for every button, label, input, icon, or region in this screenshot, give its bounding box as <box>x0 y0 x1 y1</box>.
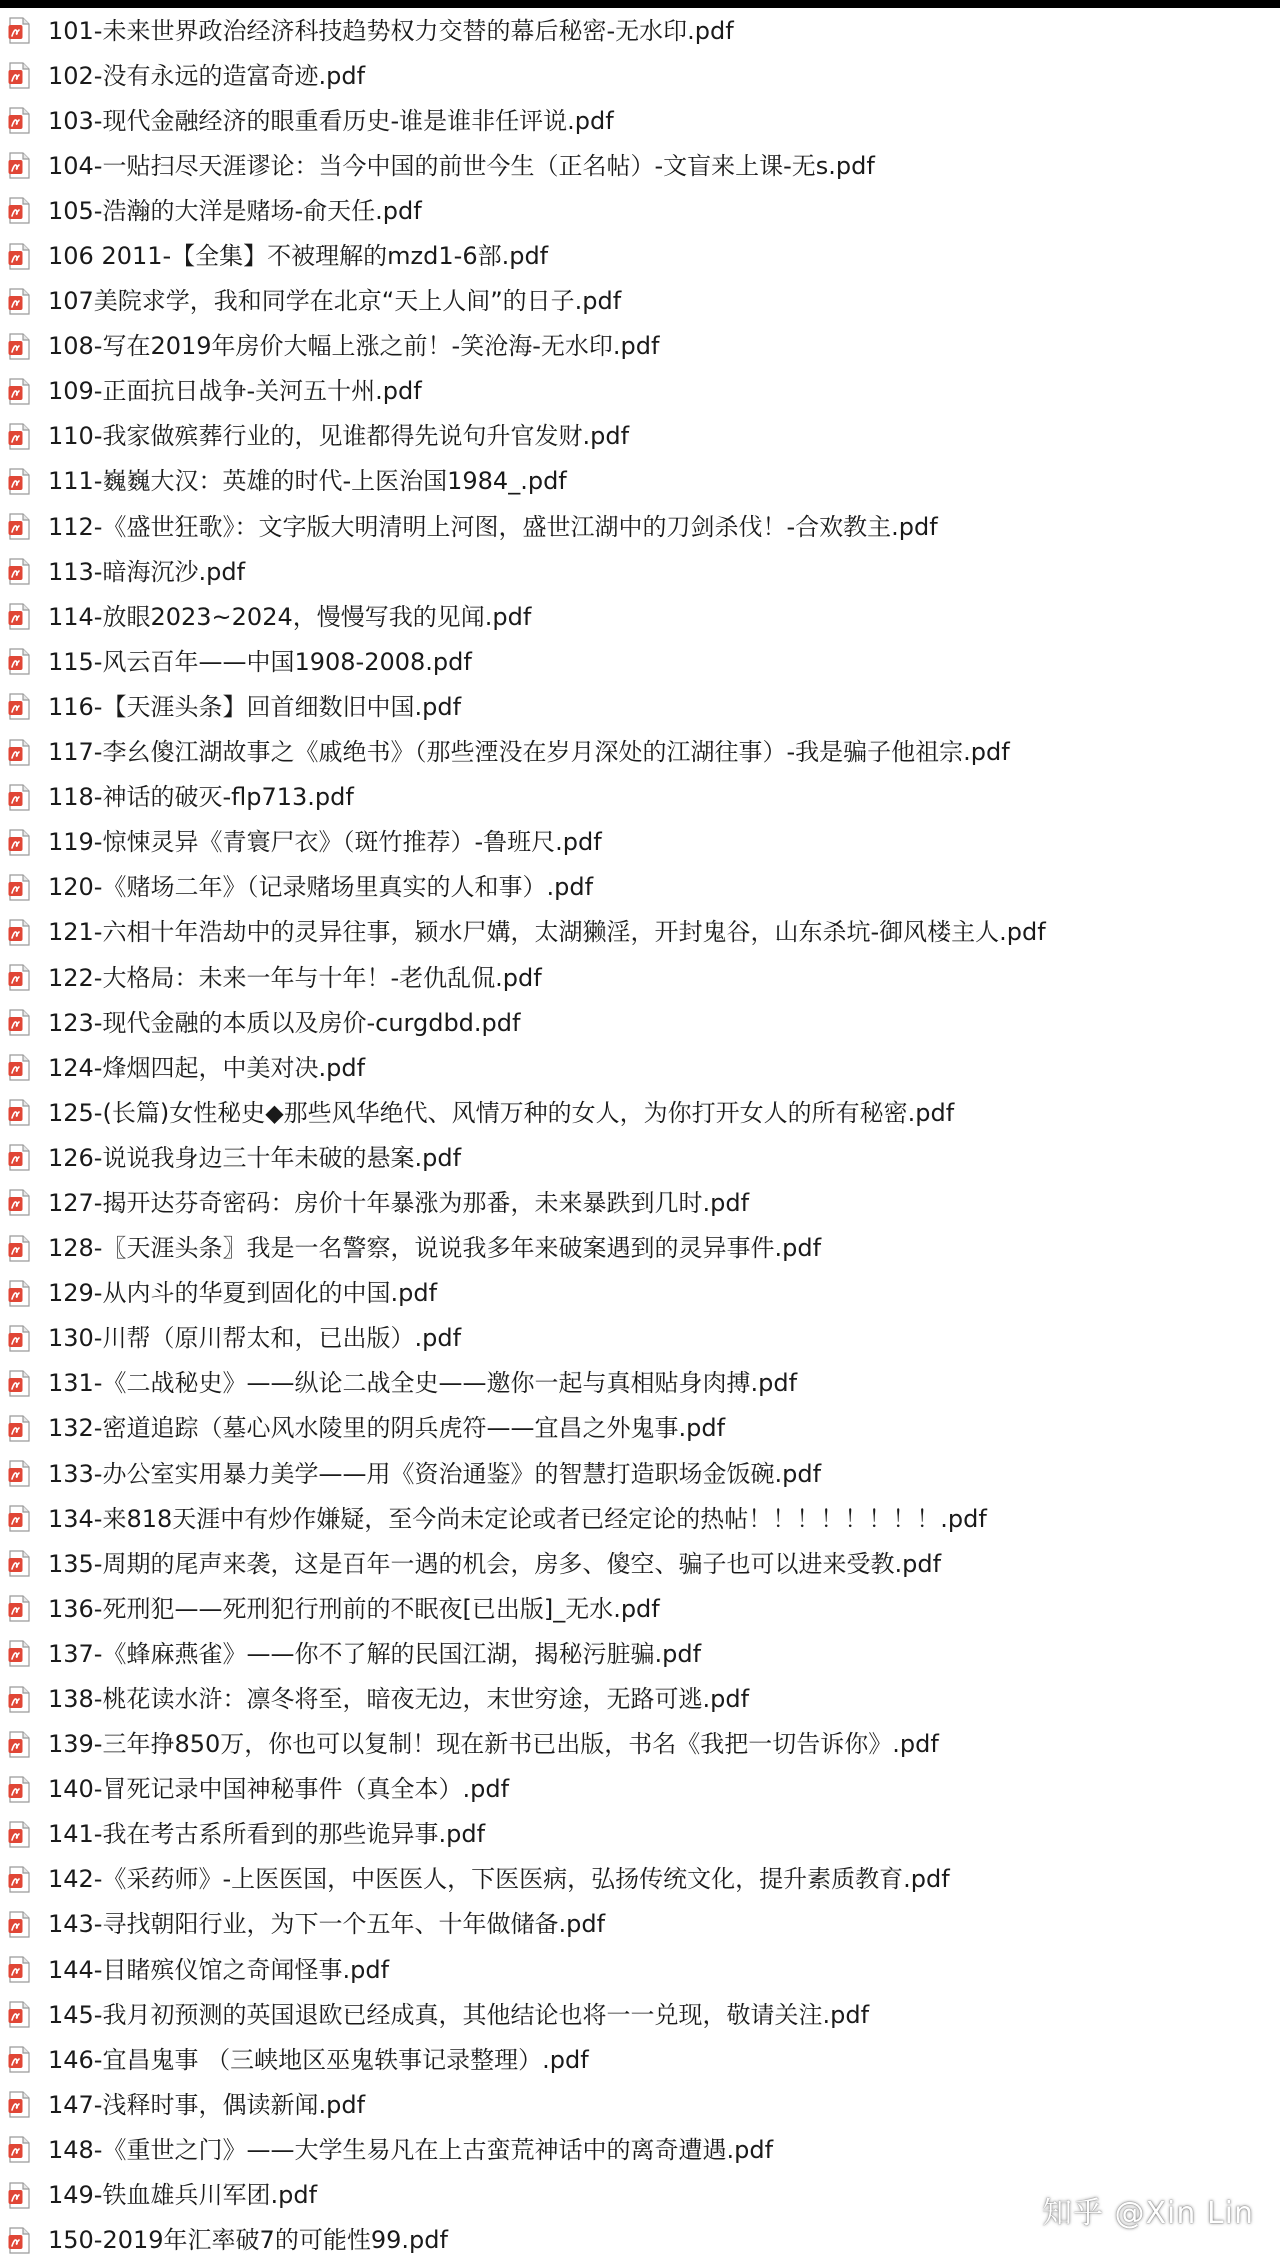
pdf-file-icon <box>8 333 30 360</box>
pdf-file-icon <box>8 693 30 720</box>
pdf-file-icon <box>8 1009 30 1036</box>
file-name: 114-放眼2023~2024，慢慢写我的见闻.pdf <box>48 602 532 631</box>
file-item[interactable] <box>0 1812 1280 1857</box>
pdf-file-icon <box>8 152 30 179</box>
file-name: 134-来818天涯中有炒作嫌疑，至今尚未定论或者已经定论的热帖！！！！！！！！.pdf <box>48 1504 987 1533</box>
file-item[interactable] <box>0 955 1280 1000</box>
file-item[interactable] <box>0 639 1280 684</box>
file-name: 129-从内斗的华夏到固化的中国.pdf <box>48 1279 438 1308</box>
pdf-file-icon <box>8 2182 30 2209</box>
pdf-file-icon <box>8 1731 30 1758</box>
file-item[interactable] <box>0 1000 1280 1045</box>
file-item[interactable] <box>0 775 1280 820</box>
watermark: 知乎 @Xin Lin <box>1041 2196 1254 2231</box>
file-name: 132-密道追踪（墓心风水陵里的阴兵虎符——宜昌之外鬼事.pdf <box>48 1414 726 1443</box>
pdf-file-icon <box>8 2046 30 2073</box>
pdf-file-icon <box>8 1956 30 1983</box>
file-name: 117-李幺傻江湖故事之《戚绝书》（那些湮没在岁月深处的江湖往事）-我是骗子他祖宗.pdf <box>48 738 1010 767</box>
file-name: 137-《蜂麻燕雀》——你不了解的民国江湖，揭秘污脏骗.pdf <box>48 1639 702 1668</box>
file-item[interactable] <box>0 549 1280 594</box>
file-item[interactable] <box>0 504 1280 549</box>
file-name: 147-浅释时事，偶读新闻.pdf <box>48 2090 366 2119</box>
file-name: 127-揭开达芬奇密码：房价十年暴涨为那番，未来暴跌到几时.pdf <box>48 1188 750 1217</box>
pdf-file-icon <box>8 288 30 315</box>
file-name: 111-巍巍大汉：英雄的时代-上医治国1984_.pdf <box>48 467 567 496</box>
pdf-file-icon <box>8 17 30 44</box>
file-item[interactable] <box>0 1361 1280 1406</box>
file-name: 130-川帮（原川帮太和，已出版）.pdf <box>48 1324 462 1353</box>
file-item[interactable] <box>0 1586 1280 1631</box>
pdf-file-icon <box>8 1325 30 1352</box>
file-item[interactable] <box>0 1226 1280 1271</box>
file-name: 109-正面抗日战争-关河五十州.pdf <box>48 377 422 406</box>
pdf-file-icon <box>8 468 30 495</box>
file-item[interactable] <box>0 1857 1280 1902</box>
file-name: 140-冒死记录中国神秘事件（真全本）.pdf <box>48 1775 510 1804</box>
file-name: 146-宜昌鬼事 （三峡地区巫鬼轶事记录整理）.pdf <box>48 2045 589 2074</box>
file-item[interactable] <box>0 143 1280 188</box>
file-item[interactable] <box>0 2082 1280 2127</box>
file-item[interactable] <box>0 98 1280 143</box>
file-name: 141-我在考古系所看到的那些诡异事.pdf <box>48 1820 486 1849</box>
file-item[interactable] <box>0 1316 1280 1361</box>
file-item[interactable] <box>0 1496 1280 1541</box>
file-item[interactable] <box>0 1722 1280 1767</box>
file-name: 150-2019年汇率破7的可能性99.pdf <box>48 2226 448 2255</box>
file-item[interactable] <box>0 369 1280 414</box>
pdf-file-icon <box>8 603 30 630</box>
file-name: 112-《盛世狂歌》：文字版大明清明上河图，盛世江湖中的刀剑杀伐！-合欢教主.pdf <box>48 512 938 541</box>
file-name: 149-铁血雄兵川军团.pdf <box>48 2181 318 2210</box>
file-item[interactable] <box>0 594 1280 639</box>
file-name: 104-一贴扫尽天涯谬论：当今中国的前世今生（正名帖）-文盲来上课-无s.pdf <box>48 151 875 180</box>
file-item[interactable] <box>0 188 1280 233</box>
file-name: 135-周期的尾声来袭，这是百年一遇的机会，房多、傻空、骗子也可以进来受教.pdf <box>48 1549 942 1578</box>
file-name: 108-写在2019年房价大幅上涨之前！-笑沧海-无水印.pdf <box>48 332 660 361</box>
file-name: 148-《重世之门》——大学生易凡在上古蛮荒神话中的离奇遭遇.pdf <box>48 2135 774 2164</box>
file-item[interactable] <box>0 1180 1280 1225</box>
pdf-file-icon <box>8 964 30 991</box>
file-name: 145-我月初预测的英国退欧已经成真，其他结论也将一一兑现，敬请关注.pdf <box>48 2000 870 2029</box>
file-name: 119-惊悚灵异《青寰尸衣》（斑竹推荐）-鲁班尺.pdf <box>48 828 602 857</box>
pdf-file-icon <box>8 919 30 946</box>
file-name: 143-寻找朝阳行业，为下一个五年、十年做储备.pdf <box>48 1910 606 1939</box>
file-name: 138-桃花读水浒：凛冬将至，暗夜无边，末世穷途，无路可逃.pdf <box>48 1685 750 1714</box>
file-item[interactable] <box>0 1767 1280 1812</box>
file-item[interactable] <box>0 1135 1280 1180</box>
file-item[interactable] <box>0 1902 1280 1947</box>
pdf-file-icon <box>8 2136 30 2163</box>
file-name: 120-《赌场二年》（记录赌场里真实的人和事）.pdf <box>48 873 594 902</box>
file-name: 121-六相十年浩劫中的灵异往事，颍水尸媾，太湖獭淫，开封鬼谷，山东杀坑-御风楼主人.pdf <box>48 918 1046 947</box>
file-name: 115-风云百年——中国1908-2008.pdf <box>48 647 472 676</box>
file-name: 105-浩瀚的大洋是赌场-俞天任.pdf <box>48 196 422 225</box>
pdf-file-icon <box>8 829 30 856</box>
pdf-file-icon <box>8 1595 30 1622</box>
file-name: 123-现代金融的本质以及房价-curgdbd.pdf <box>48 1008 521 1037</box>
pdf-file-icon <box>8 874 30 901</box>
file-item[interactable] <box>0 279 1280 324</box>
file-name: 142-《采药师》-上医医国，中医医人，下医医病，弘扬传统文化，提升素质教育.pdf <box>48 1865 950 1894</box>
file-item[interactable] <box>0 1451 1280 1496</box>
pdf-file-icon <box>8 739 30 766</box>
pdf-file-icon <box>8 1189 30 1216</box>
pdf-file-icon <box>8 2001 30 2028</box>
file-item[interactable] <box>0 414 1280 459</box>
file-item[interactable] <box>0 53 1280 98</box>
pdf-file-icon <box>8 1550 30 1577</box>
file-item[interactable] <box>0 820 1280 865</box>
pdf-file-icon <box>8 1911 30 1938</box>
file-item[interactable] <box>0 1541 1280 1586</box>
file-name: 116-【天涯头条】回首细数旧中国.pdf <box>48 692 462 721</box>
file-name: 128-〖天涯头条〗我是一名警察，说说我多年来破案遇到的灵异事件.pdf <box>48 1234 822 1263</box>
pdf-file-icon <box>8 1505 30 1532</box>
file-name: 107美院求学，我和同学在北京“天上人间”的日子.pdf <box>48 287 622 316</box>
pdf-file-icon <box>8 1415 30 1442</box>
pdf-file-icon <box>8 558 30 585</box>
file-item[interactable] <box>0 1631 1280 1676</box>
file-name: 118-神话的破灭-flp713.pdf <box>48 783 354 812</box>
file-item[interactable] <box>0 1090 1280 1135</box>
file-name: 125-(长篇)女性秘史◆那些风华绝代、风情万种的女人，为你打开女人的所有秘密.pdf <box>48 1098 955 1127</box>
pdf-file-icon <box>8 1821 30 1848</box>
file-name: 136-死刑犯——死刑犯行刑前的不眠夜[已出版]_无水.pdf <box>48 1594 660 1623</box>
file-name: 110-我家做殡葬行业的，见谁都得先说句升官发财.pdf <box>48 422 630 451</box>
file-item[interactable] <box>0 1271 1280 1316</box>
file-list <box>0 8 1280 2263</box>
pdf-file-icon <box>8 2227 30 2254</box>
file-name: 124-烽烟四起，中美对决.pdf <box>48 1053 366 1082</box>
pdf-file-icon <box>8 243 30 270</box>
file-item[interactable] <box>0 324 1280 369</box>
file-item[interactable] <box>0 1406 1280 1451</box>
file-name: 106 2011-【全集】不被理解的mzd1-6部.pdf <box>48 242 549 271</box>
pdf-file-icon <box>8 1280 30 1307</box>
top-bar <box>0 0 1280 8</box>
file-item[interactable] <box>0 1992 1280 2037</box>
file-item[interactable] <box>0 233 1280 278</box>
pdf-file-icon <box>8 1370 30 1397</box>
file-name: 102-没有永远的造富奇迹.pdf <box>48 61 366 90</box>
pdf-file-icon <box>8 1866 30 1893</box>
file-name: 122-大格局：未来一年与十年！-老仇乱侃.pdf <box>48 963 542 992</box>
file-item[interactable] <box>0 730 1280 775</box>
file-name: 144-目睹殡仪馆之奇闻怪事.pdf <box>48 1955 390 1984</box>
pdf-file-icon <box>8 648 30 675</box>
pdf-file-icon <box>8 1686 30 1713</box>
file-name: 131-《二战秘史》——纵论二战全史——邀你一起与真相贴身肉搏.pdf <box>48 1369 798 1398</box>
file-item[interactable] <box>0 8 1280 53</box>
file-item[interactable] <box>0 2127 1280 2172</box>
file-name: 133-办公室实用暴力美学——用《资治通鉴》的智慧打造职场金饭碗.pdf <box>48 1459 822 1488</box>
file-item[interactable] <box>0 1947 1280 1992</box>
pdf-file-icon <box>8 62 30 89</box>
pdf-file-icon <box>8 784 30 811</box>
pdf-file-icon <box>8 1099 30 1126</box>
file-item[interactable] <box>0 459 1280 504</box>
pdf-file-icon <box>8 1776 30 1803</box>
pdf-file-icon <box>8 197 30 224</box>
file-item[interactable] <box>0 910 1280 955</box>
file-item[interactable] <box>0 1676 1280 1721</box>
file-item[interactable] <box>0 1045 1280 1090</box>
file-item[interactable] <box>0 684 1280 729</box>
pdf-file-icon <box>8 1460 30 1487</box>
file-name: 126-说说我身边三十年未破的悬案.pdf <box>48 1143 462 1172</box>
pdf-file-icon <box>8 378 30 405</box>
pdf-file-icon <box>8 1235 30 1262</box>
pdf-file-icon <box>8 1144 30 1171</box>
file-item[interactable] <box>0 2037 1280 2082</box>
pdf-file-icon <box>8 107 30 134</box>
pdf-file-icon <box>8 1054 30 1081</box>
file-name: 101-未来世界政治经济科技趋势权力交替的幕后秘密-无水印.pdf <box>48 16 734 45</box>
pdf-file-icon <box>8 1640 30 1667</box>
file-name: 139-三年挣850万，你也可以复制！现在新书已出版，书名《我把一切告诉你》.pdf <box>48 1730 939 1759</box>
file-item[interactable] <box>0 865 1280 910</box>
pdf-file-icon <box>8 2091 30 2118</box>
pdf-file-icon <box>8 513 30 540</box>
pdf-file-icon <box>8 423 30 450</box>
file-name: 103-现代金融经济的眼重看历史-谁是谁非任评说.pdf <box>48 106 614 135</box>
file-name: 113-暗海沉沙.pdf <box>48 557 246 586</box>
